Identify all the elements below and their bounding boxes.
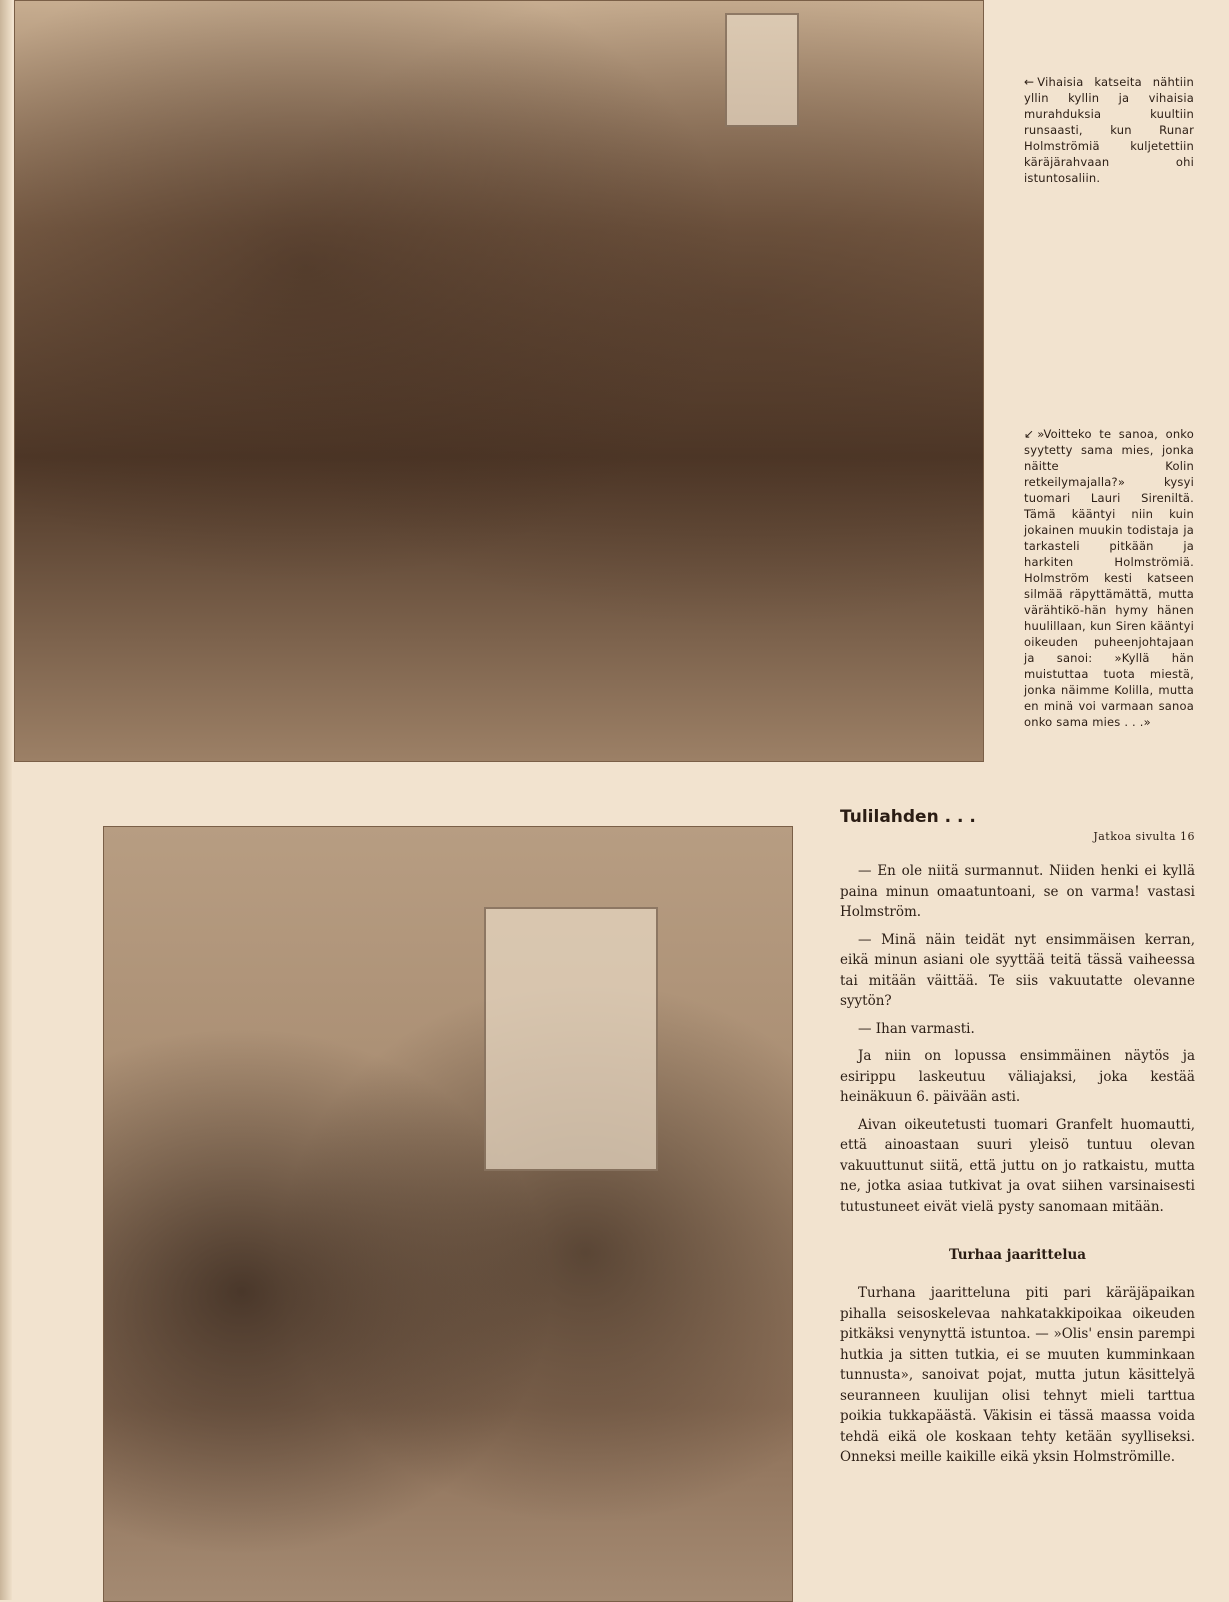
photo-crowd-prisoner (14, 0, 984, 762)
paragraph: — En ole niitä surmannut. Niiden henki ei kyllä paina minun omaatuntoani, se on varma! vastasi Holmström. (840, 863, 1195, 920)
arrow-left-icon: ← (1024, 75, 1035, 89)
paragraph: Aivan oikeutetusti tuomari Granfelt huomautti, että ainoastaan suuri yleisö tuntuu olevan vakuuttunut siitä, että juttu on jo ratkaistu, mutta ne, jotka asiaa tutkivat ja ovat siihen varsinaisesti tutustuneet eivät vielä pysty sanomaan mitään. (840, 1116, 1195, 1215)
article (840, 806, 1195, 1475)
paragraph: Ja niin on lopussa ensimmäinen näytös ja esirippu laskeutuu väliajaksi, joka kestää heinäkuun 6. päivään asti. (840, 1048, 1195, 1105)
photo-building-window (725, 13, 799, 127)
caption-middle-text: »Voitteko te sanoa, onko syytetty sama mies, jonka näitte Kolin retkeilymajalla?» kysyi tuomari Lauri Sireniltä. Tämä kääntyi niin kuin jokainen muukin todistaja ja tarkasteli pitkään ja harkiten Holmströmiä. Holmström kesti katseen silmää räpyttämättä, mutta värähtikö-hän hymy hänen huulillaan, kun Siren kääntyi oikeuden puheenjohtajaan ja sanoi: »Kyllä hän muistuttaa tuota miestä, jonka näimme Kolilla, mutta en minä voi varmaan sanoa onko sama mies . . .» (1024, 427, 1194, 729)
caption-middle (1024, 426, 1194, 730)
photo-courtroom-window (484, 907, 658, 1171)
photo-courtroom (103, 826, 793, 1602)
continuation-note: Jatkoa sivulta 16 (1093, 830, 1195, 843)
page-edge (0, 0, 12, 1600)
arrow-down-left-icon: ↙ (1024, 427, 1035, 441)
paragraph: Turhana jaaritteluna piti pari käräjäpaikan pihalla seisoskelevaa nahkatakkipoikaa oikeuden pitkäksi venynyttä istuntoa. — »Olis' ensin parempi hutkia ja sitten tutkia, ei se muuten kumminkaan tunnusta», sanoivat pojat, mutta jutun käsittelyä seuranneen kuulijan olisi tehnyt mieli tarttua poikia tukkapäästä. Väkisin ei tässä maassa voida tehdä eikä ole koskaan tehty ketään syylliseksi. Onneksi meille kaikille eikä yksin Holmströmille. (840, 1285, 1195, 1465)
caption-top-text: Vihaisia katseita nähtiin yllin kyllin ja vihaisia murahduksia kuultiin runsaasti, kun Runar Holmströmiä kuljetettiin käräjärahvaan ohi istuntosaliin. (1024, 75, 1194, 185)
article-subheading: Turhaa jaarittelua (948, 1247, 1087, 1263)
paragraph: — Ihan varmasti. (858, 1020, 975, 1037)
caption-top (1024, 74, 1194, 186)
paragraph: — Minä näin teidät nyt ensimmäisen kerran, eikä minun asiani ole syyttää teitä tässä vaiheessa tai mitään väittää. Te siis vakuutatte olevanne syytön? (840, 931, 1195, 1009)
article-heading: Tulilahden . . . (840, 807, 976, 827)
